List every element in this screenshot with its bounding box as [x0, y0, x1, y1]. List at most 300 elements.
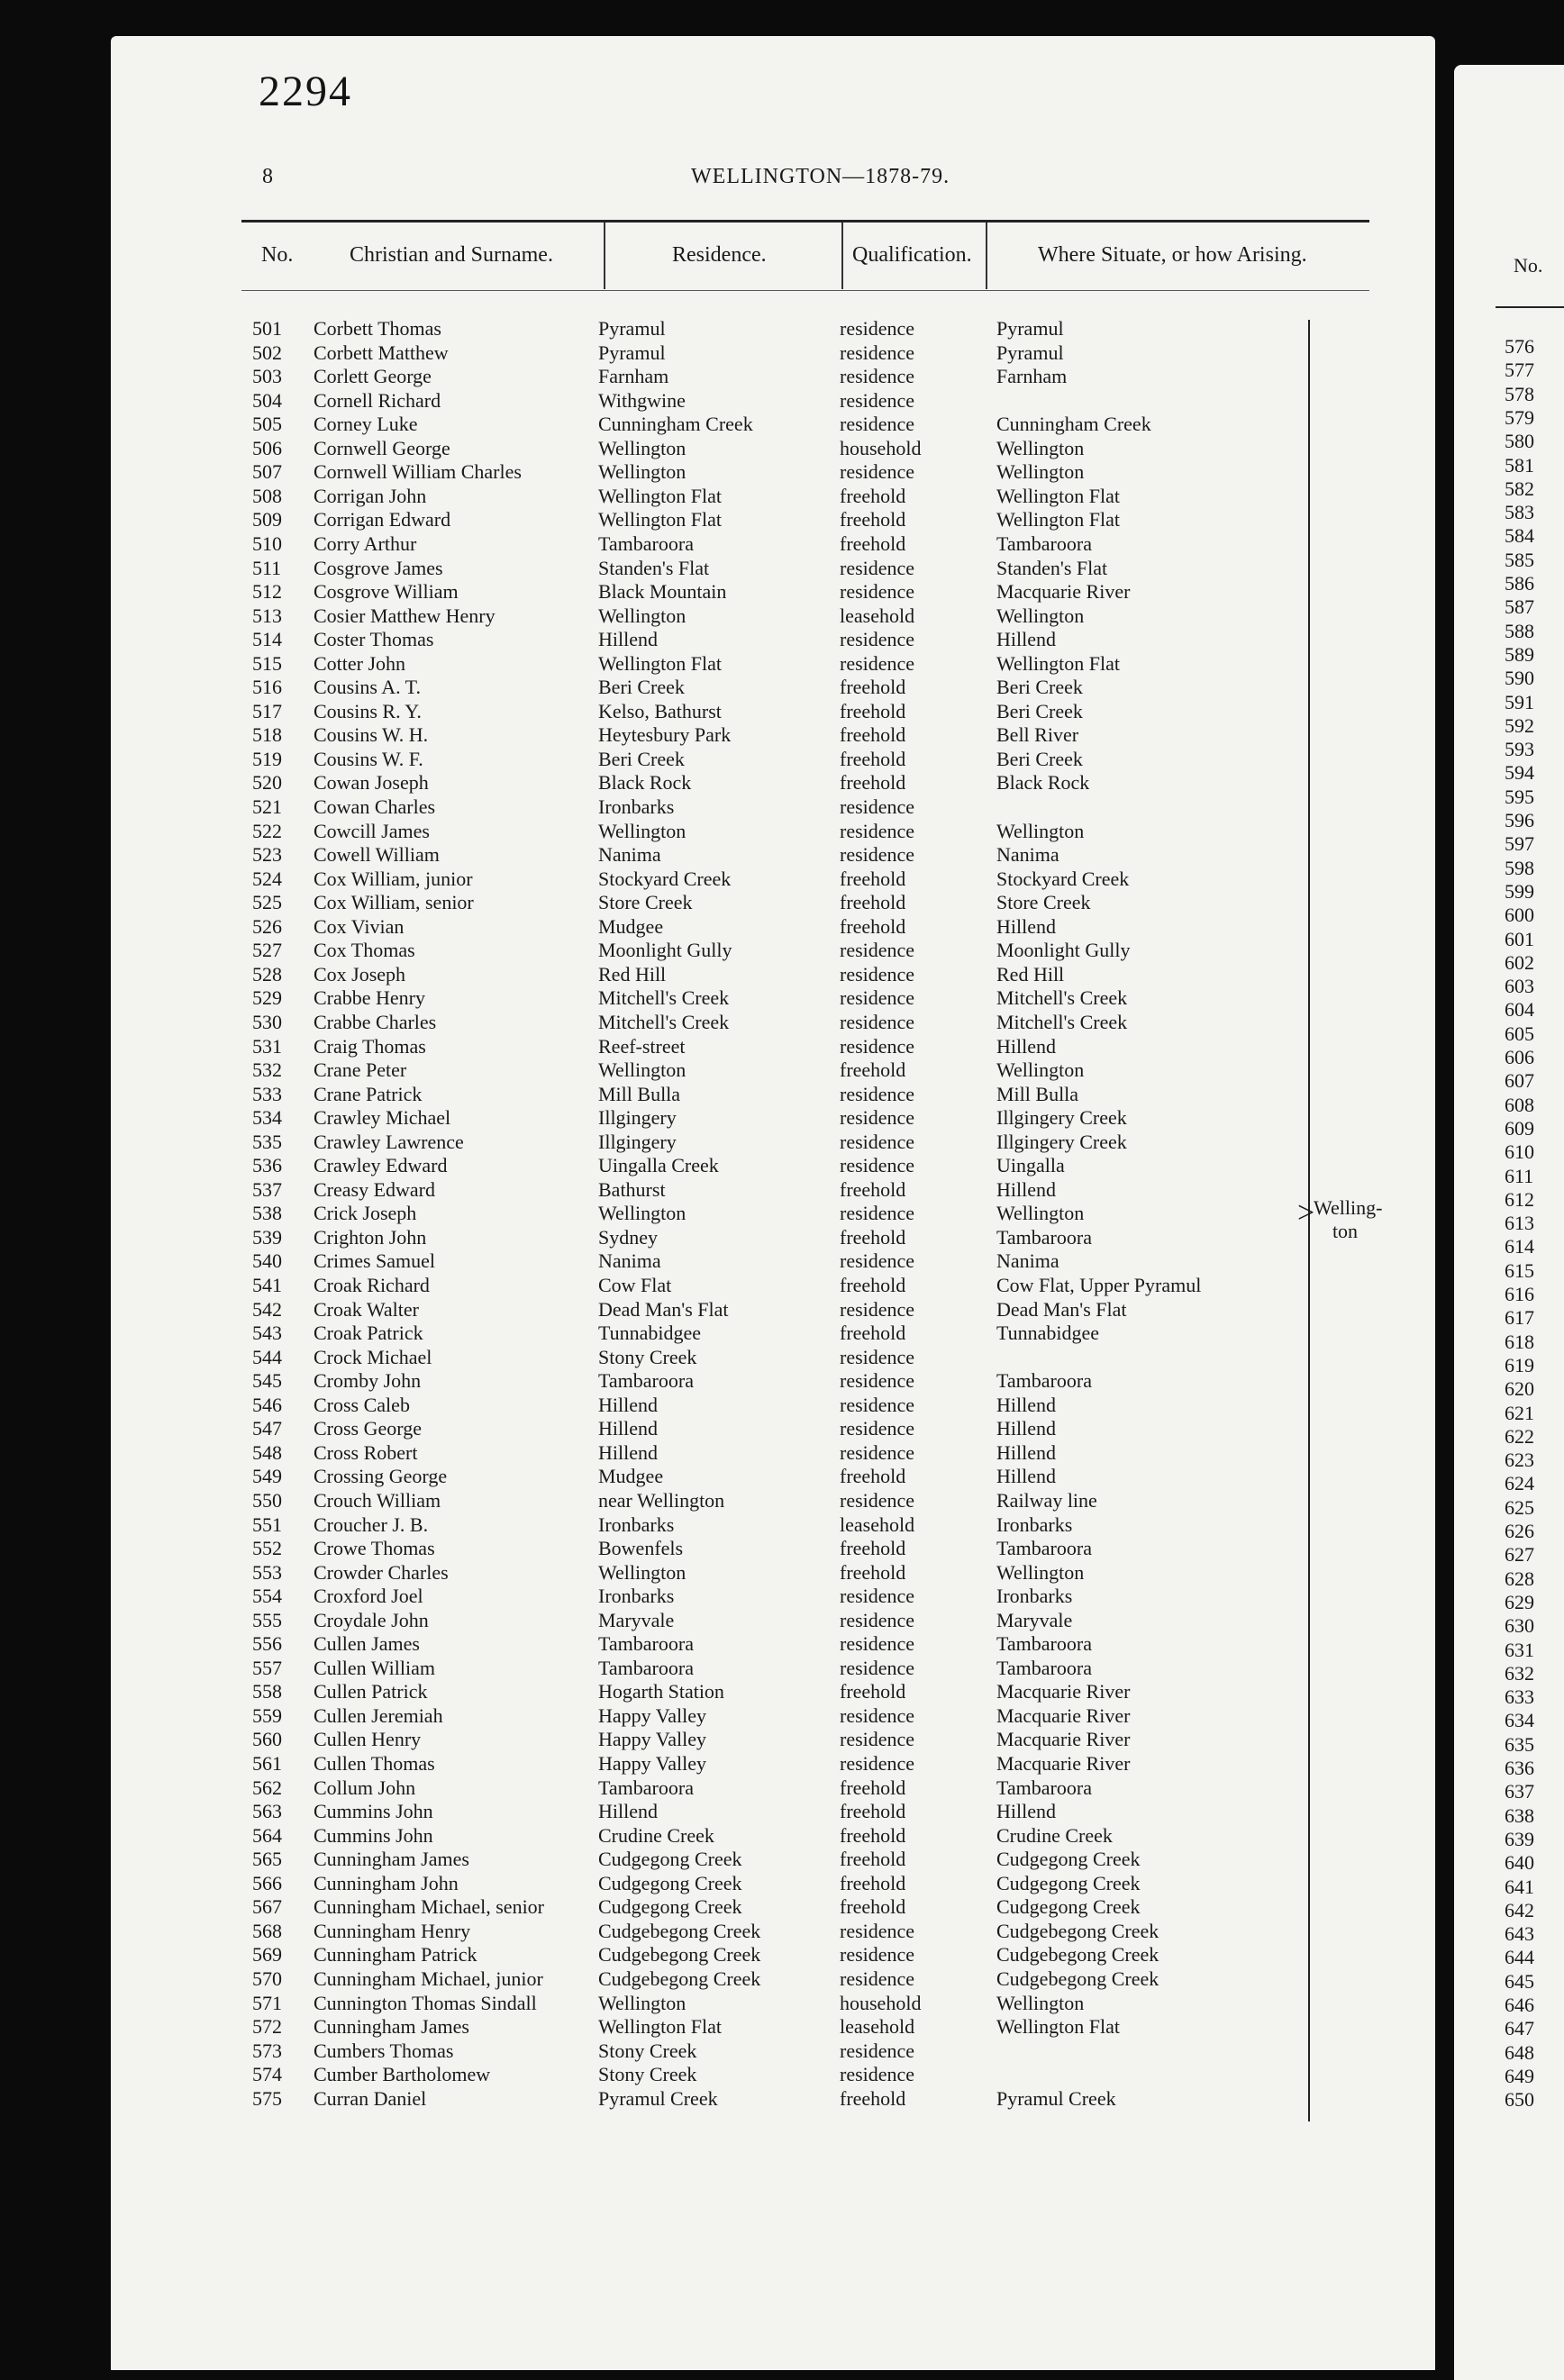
entry-name: Corbett Matthew [314, 341, 449, 364]
entry-qualification: freehold [840, 1895, 906, 1919]
entry-name: Cosgrove James [314, 556, 443, 579]
entry-name: Cousins R. Y. [314, 699, 422, 722]
entry-residence: Pyramul Creek [598, 2086, 718, 2110]
entry-where: Farnham [996, 365, 1068, 388]
entry-where: Illgingery Creek [996, 1130, 1127, 1153]
table-row [0, 723, 1324, 747]
entry-number: 568 [252, 1919, 282, 1942]
entry-name: Corrigan Edward [314, 508, 451, 531]
entry-qualification: residence [840, 317, 915, 340]
entry-number: 553 [252, 1560, 282, 1584]
entry-name: Cousins W. H. [314, 723, 429, 747]
entry-qualification: residence [840, 939, 915, 962]
entry-number: 537 [252, 1177, 282, 1201]
brace-label [1314, 1196, 1383, 1243]
next-page-number: 584 [1505, 524, 1534, 548]
next-page-number: 647 [1505, 2017, 1534, 2040]
entry-where: Hillend [996, 1393, 1056, 1416]
entry-number: 559 [252, 1703, 282, 1727]
entry-qualification: residence [840, 1154, 915, 1177]
next-page-number: 635 [1505, 1732, 1534, 1756]
table-row [0, 771, 1324, 795]
entry-residence: Tambaroora [598, 1632, 694, 1656]
entry-qualification: household [840, 1991, 922, 2014]
entry-number: 573 [252, 2039, 282, 2062]
entry-name: Crabbe Charles [314, 1010, 437, 1033]
entry-qualification: leasehold [840, 2015, 915, 2039]
entry-residence: Cudgegong Creek [598, 1848, 742, 1871]
table-row [0, 532, 1324, 556]
entry-name: Crossing George [314, 1465, 448, 1488]
entry-name: Cullen James [314, 1632, 420, 1656]
next-page-number: 594 [1505, 761, 1534, 785]
table-row [0, 795, 1324, 819]
entry-name: Crabbe Henry [314, 986, 426, 1010]
entry-qualification: freehold [840, 1225, 906, 1249]
entry-number: 534 [252, 1106, 282, 1130]
entry-where: Wellington [996, 819, 1085, 842]
next-page-column-head-no: No. [1514, 254, 1543, 277]
entry-qualification: freehold [840, 531, 906, 555]
next-page-number: 605 [1505, 1022, 1534, 1045]
entry-where: Beri Creek [996, 699, 1083, 722]
table-row [0, 604, 1324, 628]
entry-qualification: residence [840, 1728, 915, 1751]
entry-name: Coster Thomas [314, 628, 434, 651]
entry-residence: Hillend [598, 628, 658, 651]
entry-where: Wellington Flat [996, 2015, 1120, 2039]
table-row [0, 1154, 1324, 1177]
entry-name: Cullen Jeremiah [314, 1703, 443, 1727]
table-row [0, 939, 1324, 962]
entry-number: 513 [252, 604, 282, 627]
table-row [0, 1274, 1324, 1297]
table-row [0, 1680, 1324, 1703]
entry-where: Moonlight Gully [996, 939, 1131, 962]
entry-where: Beri Creek [996, 676, 1083, 699]
entry-name: Cousins W. F. [314, 747, 423, 770]
entry-name: Cullen William [314, 1656, 435, 1679]
next-page-number: 576 [1505, 335, 1534, 358]
next-page-number: 581 [1505, 453, 1534, 477]
entry-where: Wellington [996, 1202, 1085, 1225]
next-page-number: 632 [1505, 1661, 1534, 1685]
entry-number: 539 [252, 1225, 282, 1249]
entry-where: Bell River [996, 723, 1079, 747]
entry-name: Cosgrove William [314, 580, 459, 604]
entry-name: Cullen Thomas [314, 1752, 435, 1775]
next-page-number: 589 [1505, 642, 1534, 666]
table-row [0, 1441, 1324, 1465]
entry-qualification: freehold [840, 1776, 906, 1799]
entry-where: Stockyard Creek [996, 867, 1130, 890]
entry-residence: Stony Creek [598, 2039, 697, 2062]
entry-name: Cousins A. T. [314, 676, 421, 699]
entry-number: 575 [252, 2086, 282, 2110]
entry-residence: Beri Creek [598, 676, 685, 699]
entry-where: Cudgegong Creek [996, 1871, 1141, 1894]
entry-where: Cow Flat, Upper Pyramul [996, 1274, 1202, 1296]
entry-qualification: residence [840, 413, 915, 436]
entry-where: Macquarie River [996, 1680, 1131, 1703]
entry-qualification: residence [840, 1417, 915, 1440]
entry-name: Crowe Thomas [314, 1537, 435, 1560]
next-page-number: 634 [1505, 1709, 1534, 1732]
entry-number: 519 [252, 747, 282, 770]
entry-qualification: residence [840, 1249, 915, 1273]
table-row [0, 1824, 1324, 1848]
entry-number: 535 [252, 1130, 282, 1153]
entry-residence: Red Hill [598, 962, 667, 986]
table-row [0, 1872, 1324, 1895]
entry-name: Cunningham James [314, 2015, 469, 2039]
entry-residence: Tambaroora [598, 531, 694, 555]
page-stamp-number: 2294 [259, 68, 352, 115]
entry-name: Cox Joseph [314, 962, 406, 986]
table-row [0, 1920, 1324, 1943]
entry-name: Croak Richard [314, 1274, 430, 1296]
entry-name: Corbett Thomas [314, 317, 441, 340]
table-row [0, 748, 1324, 771]
entry-residence: Stony Creek [598, 2063, 697, 2086]
entry-name: Crighton John [314, 1225, 427, 1249]
entry-number: 565 [252, 1848, 282, 1871]
entry-number: 545 [252, 1369, 282, 1393]
entry-qualification: residence [840, 1488, 915, 1512]
entry-where: Tambaroora [996, 1656, 1092, 1679]
entry-residence: Kelso, Bathurst [598, 699, 722, 722]
entry-qualification: residence [840, 1130, 915, 1153]
entry-residence: Mitchell's Creek [598, 986, 730, 1010]
table-row [0, 652, 1324, 676]
entry-residence: Withgwine [598, 388, 686, 412]
entry-qualification: residence [840, 1585, 915, 1608]
entry-name: Cumbers Thomas [314, 2039, 454, 2062]
entry-residence: Wellington [598, 604, 687, 627]
next-page-number: 587 [1505, 595, 1534, 619]
entry-number: 522 [252, 819, 282, 842]
entry-qualification: residence [840, 819, 915, 842]
entry-where: Cudgegong Creek [996, 1895, 1141, 1919]
entry-residence: Sydney [598, 1225, 658, 1249]
entry-name: Cunnington Thomas Sindall [314, 1991, 537, 2014]
next-page-number: 593 [1505, 738, 1534, 761]
entry-number: 501 [252, 317, 282, 340]
next-page-number: 598 [1505, 856, 1534, 879]
entry-number: 554 [252, 1585, 282, 1608]
table-row [0, 1106, 1324, 1130]
entry-number: 552 [252, 1537, 282, 1560]
table-row [0, 2015, 1324, 2039]
next-page-number: 622 [1505, 1424, 1534, 1448]
entry-residence: Black Mountain [598, 580, 727, 604]
entry-qualification: residence [840, 556, 915, 579]
entry-residence: Wellington [598, 1058, 687, 1082]
entry-where: Ironbarks [996, 1512, 1073, 1536]
next-page-number: 582 [1505, 477, 1534, 500]
table-row [0, 843, 1324, 867]
table-row [0, 437, 1324, 460]
next-page-number: 640 [1505, 1851, 1534, 1875]
entry-name: Cunningham Michael, senior [314, 1895, 545, 1919]
table-row [0, 1489, 1324, 1512]
entry-name: Cosier Matthew Henry [314, 604, 496, 627]
entry-where: Macquarie River [996, 1752, 1131, 1775]
table-row [0, 1035, 1324, 1058]
table-row [0, 2087, 1324, 2111]
entry-name: Cox William, junior [314, 867, 473, 890]
entry-name: Cross George [314, 1417, 422, 1440]
entry-residence: Farnham [598, 365, 669, 388]
table-row [0, 1561, 1324, 1585]
entry-qualification: residence [840, 1943, 915, 1967]
next-page-number: 638 [1505, 1803, 1534, 1827]
entry-where: Maryvale [996, 1608, 1073, 1631]
entry-residence: near Wellington [598, 1488, 725, 1512]
table-row [0, 1131, 1324, 1154]
entry-number: 518 [252, 723, 282, 747]
next-page-number: 612 [1505, 1187, 1534, 1211]
entry-name: Cotter John [314, 651, 406, 675]
entry-qualification: residence [840, 1393, 915, 1416]
brace-label-line: Welling- [1314, 1196, 1383, 1219]
entry-residence: Maryvale [598, 1608, 675, 1631]
entry-qualification: freehold [840, 1058, 906, 1082]
entry-number: 550 [252, 1488, 282, 1512]
next-page-number: 649 [1505, 2064, 1534, 2087]
table-row [0, 508, 1324, 531]
entry-number: 527 [252, 939, 282, 962]
entry-residence: Stony Creek [598, 1345, 697, 1368]
next-page-number: 608 [1505, 1093, 1534, 1116]
entry-name: Croydale John [314, 1608, 429, 1631]
entry-number: 508 [252, 484, 282, 507]
entry-name: Corry Arthur [314, 531, 417, 555]
entry-name: Cunningham Henry [314, 1919, 471, 1942]
entry-where: Dead Man's Flat [996, 1297, 1127, 1321]
table-row [0, 628, 1324, 651]
entry-number: 503 [252, 365, 282, 388]
entry-name: Cox Vivian [314, 914, 405, 938]
entry-name: Cunningham John [314, 1871, 459, 1894]
entry-name: Craig Thomas [314, 1034, 426, 1058]
entry-qualification: residence [840, 1608, 915, 1631]
table-row [0, 1011, 1324, 1034]
column-head-no: No. [261, 243, 294, 267]
table-row [0, 389, 1324, 413]
next-page-number: 626 [1505, 1520, 1534, 1542]
header-rule-bottom [241, 290, 1369, 291]
entry-residence: Nanima [598, 843, 661, 867]
next-page-number: 617 [1505, 1306, 1534, 1330]
entry-number: 569 [252, 1943, 282, 1967]
entry-number: 574 [252, 2063, 282, 2086]
entry-qualification: residence [840, 1919, 915, 1942]
next-page-number: 630 [1505, 1614, 1534, 1638]
entry-where: Hillend [996, 1034, 1056, 1058]
entry-qualification: freehold [840, 1800, 906, 1823]
entry-number: 512 [252, 580, 282, 604]
entry-number: 507 [252, 460, 282, 484]
table-row [0, 1704, 1324, 1728]
next-page-number: 618 [1505, 1330, 1534, 1353]
next-page-number: 577 [1505, 359, 1534, 382]
next-page-number: 590 [1505, 667, 1534, 690]
entry-residence: Illgingery [598, 1106, 677, 1130]
brace-label-line: ton [1332, 1220, 1359, 1242]
entry-residence: Bowenfels [598, 1537, 684, 1560]
entry-where: Tambaroora [996, 1776, 1092, 1799]
table-row [0, 557, 1324, 580]
entry-number: 530 [252, 1010, 282, 1033]
table-row [0, 580, 1324, 604]
entry-residence: Tambaroora [598, 1369, 694, 1393]
entry-qualification: freehold [840, 508, 906, 531]
entry-residence: Pyramul [598, 317, 666, 340]
entry-where: Cudgebegong Creek [996, 1943, 1159, 1967]
table-row [0, 1226, 1324, 1249]
entry-name: Cowan Joseph [314, 771, 429, 795]
entry-number: 571 [252, 1991, 282, 2014]
entry-qualification: residence [840, 1106, 915, 1130]
next-page-number: 637 [1505, 1780, 1534, 1803]
entry-where: Wellington [996, 1991, 1085, 2014]
table-row [0, 915, 1324, 939]
entry-qualification: residence [840, 1369, 915, 1393]
entry-residence: Happy Valley [598, 1752, 706, 1775]
entry-number: 506 [252, 436, 282, 459]
entry-number: 523 [252, 843, 282, 867]
entry-number: 517 [252, 699, 282, 722]
next-page-number: 624 [1505, 1472, 1534, 1495]
next-page-number: 609 [1505, 1116, 1534, 1140]
next-page-number: 578 [1505, 382, 1534, 405]
entry-where: Beri Creek [996, 747, 1083, 770]
entry-number: 543 [252, 1322, 282, 1345]
entry-name: Croak Walter [314, 1297, 419, 1321]
entry-qualification: residence [840, 1440, 915, 1464]
entry-residence: Ironbarks [598, 1585, 675, 1608]
next-page-number: 628 [1505, 1567, 1534, 1590]
entry-where: Crudine Creek [996, 1823, 1113, 1847]
entry-name: Crawley Michael [314, 1106, 451, 1130]
entry-number: 561 [252, 1752, 282, 1775]
table-row [0, 341, 1324, 365]
entry-residence: Mitchell's Creek [598, 1010, 730, 1033]
column-separator [986, 223, 987, 289]
entry-where: Pyramul Creek [996, 2086, 1116, 2110]
entry-residence: Cudgebegong Creek [598, 1967, 761, 1990]
entry-residence: Hillend [598, 1417, 658, 1440]
entry-residence: Hillend [598, 1393, 658, 1416]
entry-qualification: residence [840, 1034, 915, 1058]
next-page-number: 603 [1505, 975, 1534, 998]
entry-number: 562 [252, 1776, 282, 1799]
entry-number: 560 [252, 1728, 282, 1751]
entry-where: Pyramul [996, 341, 1064, 364]
table-row [0, 1848, 1324, 1871]
column-separator [841, 223, 843, 289]
entry-where: Tambaroora [996, 1369, 1092, 1393]
entry-qualification: freehold [840, 1537, 906, 1560]
entry-where: Standen's Flat [996, 556, 1108, 579]
entry-number: 546 [252, 1393, 282, 1416]
entry-number: 541 [252, 1274, 282, 1296]
next-page-number: 599 [1505, 879, 1534, 903]
entry-residence: Wellington [598, 1202, 687, 1225]
entry-name: Corrigan John [314, 484, 427, 507]
entry-number: 524 [252, 867, 282, 890]
entry-qualification: freehold [840, 676, 906, 699]
entry-residence: Cudgegong Creek [598, 1871, 742, 1894]
entry-name: Cornell Richard [314, 388, 441, 412]
table-row [0, 700, 1324, 723]
entry-name: Cromby John [314, 1369, 422, 1393]
entry-number: 514 [252, 628, 282, 651]
entry-name: Cross Caleb [314, 1393, 410, 1416]
table-row [0, 1346, 1324, 1369]
entry-qualification: freehold [840, 771, 906, 795]
page-number: 8 [262, 165, 273, 188]
entry-number: 536 [252, 1154, 282, 1177]
entry-number: 549 [252, 1465, 282, 1488]
entry-qualification: freehold [840, 747, 906, 770]
next-page-number: 595 [1505, 785, 1534, 808]
entry-qualification: freehold [840, 914, 906, 938]
entry-residence: Ironbarks [598, 795, 675, 818]
entry-qualification: freehold [840, 1177, 906, 1201]
entry-where: Cunningham Creek [996, 413, 1151, 436]
table-row [0, 460, 1324, 484]
next-page-number: 633 [1505, 1685, 1534, 1709]
entry-where: Illgingery Creek [996, 1106, 1127, 1130]
entry-where: Red Hill [996, 962, 1065, 986]
table-row [0, 1083, 1324, 1106]
entry-where: Wellington Flat [996, 508, 1120, 531]
next-page-number: 623 [1505, 1449, 1534, 1472]
entry-where: Cudgebegong Creek [996, 1919, 1159, 1942]
entry-qualification: residence [840, 1010, 915, 1033]
column-separator [604, 223, 605, 289]
entry-residence: Standen's Flat [598, 556, 710, 579]
entry-qualification: residence [840, 341, 915, 364]
entry-name: Crane Peter [314, 1058, 407, 1082]
table-row [0, 1585, 1324, 1608]
next-page-rule [1496, 306, 1564, 308]
entry-where: Uingalla [996, 1154, 1065, 1177]
entry-where: Cudgegong Creek [996, 1848, 1141, 1871]
table-row [0, 1417, 1324, 1440]
entry-where: Wellington [996, 436, 1085, 459]
entry-residence: Crudine Creek [598, 1823, 714, 1847]
entry-where: Tambaroora [996, 1632, 1092, 1656]
entry-number: 542 [252, 1297, 282, 1321]
table-row [0, 676, 1324, 699]
next-page-number: 611 [1505, 1164, 1534, 1187]
entry-qualification: freehold [840, 1823, 906, 1847]
entry-residence: Hillend [598, 1800, 658, 1823]
next-page-number: 583 [1505, 501, 1534, 524]
entry-residence: Cudgegong Creek [598, 1895, 742, 1919]
entry-where: Tambaroora [996, 531, 1092, 555]
entry-residence: Happy Valley [598, 1728, 706, 1751]
entry-residence: Heytesbury Park [598, 723, 732, 747]
next-page-number: 602 [1505, 950, 1534, 974]
entry-name: Cullen Henry [314, 1728, 422, 1751]
entry-name: Croak Patrick [314, 1322, 423, 1345]
entry-name: Croxford Joel [314, 1585, 423, 1608]
entry-name: Cox William, senior [314, 891, 474, 914]
